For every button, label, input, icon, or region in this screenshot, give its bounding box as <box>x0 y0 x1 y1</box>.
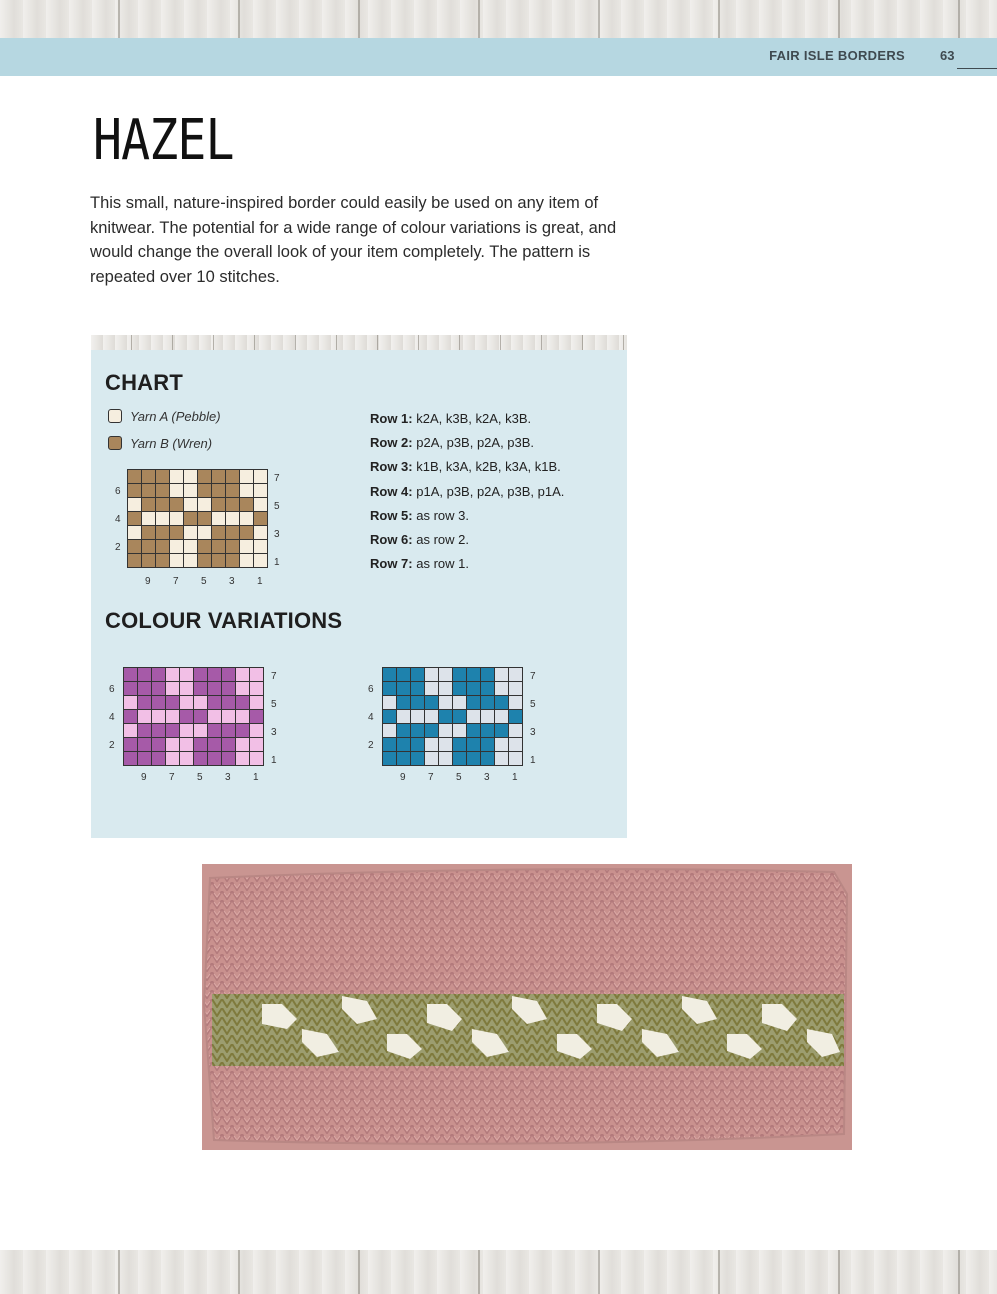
chart-cell-yarn-b <box>138 752 152 766</box>
chart-cell-yarn-b <box>411 752 425 766</box>
chart-cell-yarn-b <box>222 696 236 710</box>
chart-cell-yarn-a <box>240 512 254 526</box>
chart-cell-yarn-b <box>481 668 495 682</box>
chart-cell-yarn-b <box>383 710 397 724</box>
axis-left-2: 2 <box>115 542 121 553</box>
chart-cell-yarn-a <box>250 696 264 710</box>
teal-axis-right-5: 5 <box>530 699 536 710</box>
chart-cell-yarn-b <box>467 724 481 738</box>
chart-cell-yarn-b <box>411 682 425 696</box>
chart-cell-yarn-b <box>128 512 142 526</box>
chart-cell-yarn-b <box>397 724 411 738</box>
chart-cell-yarn-a <box>184 484 198 498</box>
chart-cell-yarn-b <box>194 668 208 682</box>
chart-cell-yarn-b <box>509 710 523 724</box>
chart-cell-yarn-b <box>222 738 236 752</box>
chart-cell-yarn-a <box>170 512 184 526</box>
chart-cell-yarn-b <box>425 724 439 738</box>
purple-axis-left-4: 4 <box>109 712 115 723</box>
chart-cell-yarn-b <box>198 540 212 554</box>
purple-axis-left-2: 2 <box>109 740 115 751</box>
chart-cell-yarn-b <box>383 668 397 682</box>
chart-cell-yarn-b <box>156 484 170 498</box>
chart-cell-yarn-b <box>180 710 194 724</box>
key-yarn-b <box>108 436 212 451</box>
chart-cell-yarn-b <box>222 724 236 738</box>
yarn-b-swatch <box>108 436 122 450</box>
chart-cell-yarn-a <box>509 696 523 710</box>
chart-cell-yarn-b <box>226 470 240 484</box>
chart-cell-yarn-a <box>208 710 222 724</box>
chart-cell-yarn-b <box>138 724 152 738</box>
chart-cell-yarn-b <box>212 554 226 568</box>
chart-cell-yarn-a <box>439 738 453 752</box>
chart-cell-yarn-a <box>166 710 180 724</box>
chart-cell-yarn-a <box>170 470 184 484</box>
panel-wood-strip <box>91 335 627 350</box>
chart-cell-yarn-a <box>411 710 425 724</box>
chart-cell-yarn-b <box>138 738 152 752</box>
key-yarn-a <box>108 409 221 424</box>
axis-bottom-5: 5 <box>201 576 207 587</box>
row-label: Row 2: <box>370 435 413 451</box>
chart-cell-yarn-b <box>208 738 222 752</box>
chart-cell-yarn-b <box>166 724 180 738</box>
chart-cell-yarn-b <box>208 696 222 710</box>
chart-cell-yarn-b <box>467 682 481 696</box>
chart-cell-yarn-b <box>453 710 467 724</box>
chart-cell-yarn-b <box>411 724 425 738</box>
chart-cell-yarn-a <box>495 668 509 682</box>
axis-bottom-3: 3 <box>229 576 235 587</box>
chart-cell-yarn-a <box>128 498 142 512</box>
row-instruction <box>370 455 564 479</box>
chart-cell-yarn-a <box>250 738 264 752</box>
chart-cell-yarn-b <box>128 484 142 498</box>
colour-variations-heading: COLOUR VARIATIONS <box>105 608 343 633</box>
axis-left-6: 6 <box>115 486 121 497</box>
chart-cell-yarn-b <box>250 710 264 724</box>
teal-axis-bottom-7: 7 <box>428 772 434 783</box>
knitted-swatch-image <box>202 864 852 1150</box>
chart-cell-yarn-b <box>453 668 467 682</box>
chart-cell-yarn-b <box>194 752 208 766</box>
chart-cell-yarn-a <box>170 540 184 554</box>
row-instruction <box>370 552 564 576</box>
main-chart-grid <box>127 469 268 568</box>
chart-cell-yarn-a <box>226 512 240 526</box>
chart-cell-yarn-b <box>481 696 495 710</box>
chart-cell-yarn-a <box>240 470 254 484</box>
row-instruction <box>370 407 564 431</box>
teal-axis-left-2: 2 <box>368 740 374 751</box>
chart-cell-yarn-b <box>124 710 138 724</box>
chart-cell-yarn-b <box>128 540 142 554</box>
chart-cell-yarn-b <box>411 668 425 682</box>
row-label: Row 4: <box>370 483 413 499</box>
chart-cell-yarn-b <box>439 710 453 724</box>
chart-cell-yarn-a <box>509 752 523 766</box>
chart-cell-yarn-b <box>411 696 425 710</box>
chart-cell-yarn-b <box>170 526 184 540</box>
chart-cell-yarn-b <box>226 540 240 554</box>
chart-cell-yarn-b <box>397 682 411 696</box>
chart-cell-yarn-b <box>138 682 152 696</box>
row-instructions <box>370 407 564 576</box>
row-instruction <box>370 504 564 528</box>
chart-cell-yarn-a <box>439 724 453 738</box>
chart-cell-yarn-b <box>166 696 180 710</box>
purple-variation-grid <box>123 667 264 766</box>
purple-axis-right-5: 5 <box>271 699 277 710</box>
chart-cell-yarn-a <box>184 554 198 568</box>
chart-cell-yarn-a <box>170 554 184 568</box>
chart-cell-yarn-b <box>152 752 166 766</box>
chart-cell-yarn-a <box>250 752 264 766</box>
chart-cell-yarn-b <box>152 682 166 696</box>
chart-cell-yarn-b <box>152 724 166 738</box>
chart-cell-yarn-a <box>254 540 268 554</box>
chart-cell-yarn-b <box>383 738 397 752</box>
teal-axis-right-1: 1 <box>530 755 536 766</box>
chart-cell-yarn-b <box>212 498 226 512</box>
row-label: Row 6: <box>370 532 413 548</box>
chart-cell-yarn-b <box>212 540 226 554</box>
chart-cell-yarn-a <box>124 696 138 710</box>
chart-cell-yarn-a <box>425 738 439 752</box>
chart-cell-yarn-b <box>124 682 138 696</box>
chart-cell-yarn-a <box>397 710 411 724</box>
chart-cell-yarn-b <box>142 540 156 554</box>
chart-cell-yarn-b <box>226 554 240 568</box>
row-label: Row 7: <box>370 556 413 572</box>
row-instruction <box>370 431 564 455</box>
chart-cell-yarn-b <box>254 512 268 526</box>
chart-cell-yarn-b <box>124 668 138 682</box>
chart-cell-yarn-a <box>198 498 212 512</box>
chart-cell-yarn-a <box>254 470 268 484</box>
chart-cell-yarn-b <box>198 554 212 568</box>
chart-cell-yarn-a <box>509 724 523 738</box>
row-instruction <box>370 480 564 504</box>
axis-right-7: 7 <box>274 473 280 484</box>
chart-cell-yarn-a <box>194 696 208 710</box>
chart-cell-yarn-a <box>495 738 509 752</box>
teal-axis-bottom-9: 9 <box>400 772 406 783</box>
chart-cell-yarn-a <box>212 512 226 526</box>
chart-cell-yarn-a <box>166 682 180 696</box>
row-text: k2A, k3B, k2A, k3B. <box>412 411 532 426</box>
chart-cell-yarn-b <box>156 540 170 554</box>
row-text: as row 2. <box>412 532 469 548</box>
chart-cell-yarn-b <box>212 484 226 498</box>
chart-cell-yarn-b <box>212 526 226 540</box>
chart-cell-yarn-b <box>198 484 212 498</box>
chart-cell-yarn-b <box>383 752 397 766</box>
chart-cell-yarn-b <box>495 724 509 738</box>
chart-cell-yarn-a <box>124 724 138 738</box>
chart-cell-yarn-b <box>152 738 166 752</box>
chart-cell-yarn-a <box>250 724 264 738</box>
row-text: p2A, p3B, p2A, p3B. <box>412 435 535 451</box>
chart-cell-yarn-b <box>156 554 170 568</box>
chart-cell-yarn-a <box>467 710 481 724</box>
chart-cell-yarn-b <box>138 696 152 710</box>
chart-cell-yarn-a <box>170 484 184 498</box>
chart-cell-yarn-a <box>236 752 250 766</box>
chart-cell-yarn-b <box>208 752 222 766</box>
chart-cell-yarn-a <box>180 752 194 766</box>
chart-cell-yarn-b <box>226 526 240 540</box>
chart-cell-yarn-a <box>184 498 198 512</box>
row-text: p1A, p3B, p2A, p3B, p1A. <box>412 483 565 499</box>
axis-right-1: 1 <box>274 557 280 568</box>
chart-cell-yarn-b <box>142 484 156 498</box>
teal-axis-left-6: 6 <box>368 684 374 695</box>
chart-cell-yarn-a <box>453 696 467 710</box>
page-number-rule <box>957 68 997 69</box>
chart-cell-yarn-a <box>236 738 250 752</box>
chart-cell-yarn-b <box>240 526 254 540</box>
chart-cell-yarn-a <box>495 682 509 696</box>
chart-cell-yarn-b <box>467 752 481 766</box>
intro-paragraph: This small, nature-inspired border could easily be used on any item of knitwear. The potential for a wide range of colour variations is great, and would change the overall look of your item completely. The pattern is repeated over 10 stitches. <box>90 194 617 286</box>
chart-cell-yarn-b <box>128 554 142 568</box>
chart-cell-yarn-b <box>236 724 250 738</box>
chart-cell-yarn-b <box>128 470 142 484</box>
chart-cell-yarn-a <box>180 724 194 738</box>
axis-right-5: 5 <box>274 501 280 512</box>
chart-cell-yarn-a <box>425 752 439 766</box>
chart-cell-yarn-b <box>156 498 170 512</box>
teal-axis-right-7: 7 <box>530 671 536 682</box>
chart-cell-yarn-b <box>397 738 411 752</box>
chart-cell-yarn-b <box>236 696 250 710</box>
row-text: as row 3. <box>412 507 469 523</box>
chart-cell-yarn-a <box>128 526 142 540</box>
chart-cell-yarn-a <box>254 484 268 498</box>
chart-cell-yarn-b <box>397 752 411 766</box>
teal-axis-bottom-3: 3 <box>484 772 490 783</box>
section-title: FAIR ISLE BORDERS <box>769 48 905 63</box>
chart-cell-yarn-b <box>411 738 425 752</box>
chart-cell-yarn-b <box>481 738 495 752</box>
chart-cell-yarn-b <box>481 724 495 738</box>
chart-cell-yarn-a <box>425 668 439 682</box>
teal-variation-grid <box>382 667 523 766</box>
chart-cell-yarn-a <box>166 668 180 682</box>
teal-axis-right-3: 3 <box>530 727 536 738</box>
chart-cell-yarn-a <box>383 696 397 710</box>
chart-cell-yarn-a <box>142 512 156 526</box>
chart-cell-yarn-a <box>254 526 268 540</box>
chart-cell-yarn-a <box>184 526 198 540</box>
row-text: k1B, k3A, k2B, k3A, k1B. <box>412 459 561 475</box>
purple-axis-bottom-7: 7 <box>169 772 175 783</box>
chart-cell-yarn-a <box>439 752 453 766</box>
chart-cell-yarn-a <box>156 512 170 526</box>
chart-cell-yarn-b <box>152 696 166 710</box>
chart-cell-yarn-a <box>425 682 439 696</box>
chart-cell-yarn-a <box>180 738 194 752</box>
chart-cell-yarn-a <box>152 710 166 724</box>
chart-cell-yarn-b <box>198 512 212 526</box>
purple-axis-bottom-3: 3 <box>225 772 231 783</box>
purple-axis-bottom-1: 1 <box>253 772 259 783</box>
chart-cell-yarn-a <box>250 682 264 696</box>
chart-cell-yarn-b <box>194 738 208 752</box>
chart-cell-yarn-b <box>142 554 156 568</box>
chart-cell-yarn-b <box>453 738 467 752</box>
chart-cell-yarn-a <box>198 526 212 540</box>
chart-cell-yarn-b <box>194 682 208 696</box>
chart-cell-yarn-a <box>180 696 194 710</box>
chart-cell-yarn-b <box>467 696 481 710</box>
axis-left-4: 4 <box>115 514 121 525</box>
teal-axis-bottom-1: 1 <box>512 772 518 783</box>
chart-cell-yarn-b <box>124 752 138 766</box>
chart-cell-yarn-b <box>208 724 222 738</box>
chart-cell-yarn-b <box>240 498 254 512</box>
yarn-a-label: Yarn A (Pebble) <box>130 409 221 424</box>
chart-cell-yarn-b <box>397 696 411 710</box>
row-label: Row 1: <box>370 411 413 426</box>
chart-cell-yarn-b <box>222 682 236 696</box>
chart-cell-yarn-a <box>481 710 495 724</box>
chart-cell-yarn-a <box>439 696 453 710</box>
chart-cell-yarn-a <box>240 554 254 568</box>
chart-cell-yarn-b <box>142 526 156 540</box>
purple-axis-right-3: 3 <box>271 727 277 738</box>
chart-cell-yarn-a <box>236 668 250 682</box>
chart-cell-yarn-b <box>208 682 222 696</box>
chart-cell-yarn-b <box>138 668 152 682</box>
chart-cell-yarn-a <box>254 498 268 512</box>
chart-cell-yarn-a <box>138 710 152 724</box>
chart-cell-yarn-a <box>166 738 180 752</box>
chart-cell-yarn-a <box>166 752 180 766</box>
chart-cell-yarn-a <box>184 540 198 554</box>
yarn-a-swatch <box>108 409 122 423</box>
axis-right-3: 3 <box>274 529 280 540</box>
chart-cell-yarn-a <box>495 752 509 766</box>
knitted-swatch-photo <box>202 864 852 1150</box>
chart-cell-yarn-b <box>156 470 170 484</box>
purple-axis-bottom-9: 9 <box>141 772 147 783</box>
chart-cell-yarn-b <box>226 484 240 498</box>
chart-cell-yarn-b <box>397 668 411 682</box>
chart-cell-yarn-a <box>439 668 453 682</box>
chart-cell-yarn-a <box>222 710 236 724</box>
chart-cell-yarn-a <box>495 710 509 724</box>
chart-cell-yarn-a <box>254 554 268 568</box>
chart-cell-yarn-b <box>198 470 212 484</box>
chart-cell-yarn-b <box>142 470 156 484</box>
chart-cell-yarn-a <box>236 682 250 696</box>
purple-axis-right-7: 7 <box>271 671 277 682</box>
chart-cell-yarn-b <box>142 498 156 512</box>
chart-cell-yarn-a <box>425 710 439 724</box>
row-text: as row 1. <box>412 556 469 572</box>
row-label: Row 5: <box>370 507 413 523</box>
chart-cell-yarn-a <box>194 724 208 738</box>
chart-panel <box>91 335 627 838</box>
teal-axis-left-4: 4 <box>368 712 374 723</box>
chart-cell-yarn-b <box>453 752 467 766</box>
axis-bottom-7: 7 <box>173 576 179 587</box>
purple-axis-left-6: 6 <box>109 684 115 695</box>
chart-cell-yarn-a <box>509 668 523 682</box>
wood-background-bottom <box>0 1250 997 1294</box>
chart-cell-yarn-a <box>180 668 194 682</box>
chart-cell-yarn-b <box>222 668 236 682</box>
page-number: 63 <box>940 48 955 63</box>
wood-background-top <box>0 0 997 38</box>
chart-cell-yarn-b <box>467 668 481 682</box>
chart-cell-yarn-a <box>180 682 194 696</box>
chart-cell-yarn-b <box>222 752 236 766</box>
chart-cell-yarn-a <box>453 724 467 738</box>
chart-cell-yarn-a <box>509 738 523 752</box>
chart-cell-yarn-b <box>495 696 509 710</box>
page-title: HAZEL <box>93 108 234 173</box>
chart-cell-yarn-a <box>383 724 397 738</box>
chart-cell-yarn-b <box>184 512 198 526</box>
axis-bottom-1: 1 <box>257 576 263 587</box>
chart-heading: CHART <box>105 370 183 395</box>
chart-cell-yarn-b <box>170 498 184 512</box>
chart-cell-yarn-b <box>152 668 166 682</box>
teal-axis-bottom-5: 5 <box>456 772 462 783</box>
chart-cell-yarn-b <box>425 696 439 710</box>
chart-cell-yarn-b <box>156 526 170 540</box>
chart-cell-yarn-a <box>240 484 254 498</box>
chart-cell-yarn-b <box>453 682 467 696</box>
chart-cell-yarn-b <box>208 668 222 682</box>
purple-axis-bottom-5: 5 <box>197 772 203 783</box>
chart-cell-yarn-b <box>383 682 397 696</box>
chart-cell-yarn-b <box>481 682 495 696</box>
chart-cell-yarn-b <box>194 710 208 724</box>
chart-cell-yarn-a <box>250 668 264 682</box>
yarn-b-label: Yarn B (Wren) <box>130 436 213 451</box>
purple-axis-right-1: 1 <box>271 755 277 766</box>
axis-bottom-9: 9 <box>145 576 151 587</box>
chart-cell-yarn-a <box>236 710 250 724</box>
chart-cell-yarn-b <box>226 498 240 512</box>
row-instruction <box>370 528 564 552</box>
chart-cell-yarn-a <box>240 540 254 554</box>
row-label: Row 3: <box>370 459 413 475</box>
chart-cell-yarn-b <box>481 752 495 766</box>
chart-cell-yarn-b <box>212 470 226 484</box>
chart-cell-yarn-b <box>124 738 138 752</box>
chart-cell-yarn-a <box>184 470 198 484</box>
chart-cell-yarn-a <box>509 682 523 696</box>
chart-cell-yarn-b <box>467 738 481 752</box>
chart-cell-yarn-a <box>439 682 453 696</box>
